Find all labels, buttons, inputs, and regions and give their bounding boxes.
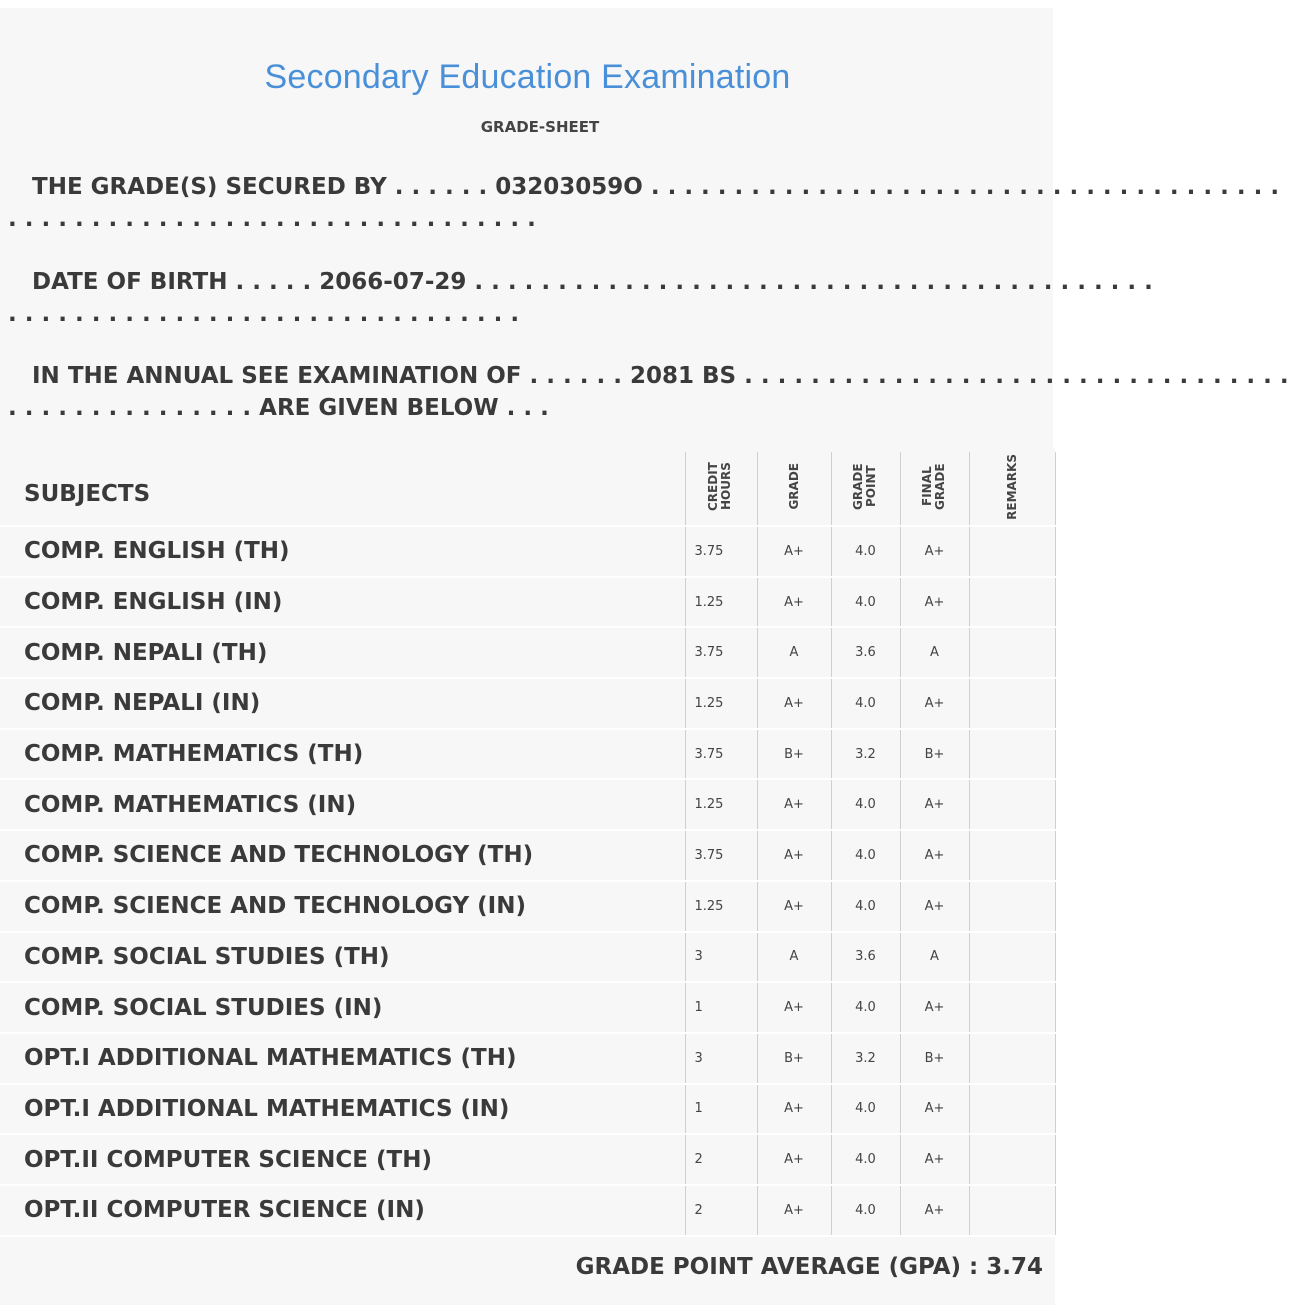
grade-cell: A+ <box>757 779 831 830</box>
final-grade-cell: B+ <box>900 729 969 780</box>
table-row <box>0 627 1055 678</box>
remarks-cell <box>969 678 1055 729</box>
credit-hours-cell: 3 <box>685 1033 757 1084</box>
subject-name: COMP. SOCIAL STUDIES (IN) <box>0 982 685 1033</box>
grade-cell: A+ <box>757 577 831 628</box>
table-row <box>0 1134 1055 1185</box>
exam-year: 2081 BS <box>629 363 737 389</box>
credit-hours-cell: 3.75 <box>685 729 757 780</box>
final-grade-cell: B+ <box>900 1033 969 1084</box>
table-row <box>0 881 1055 932</box>
subject-name: COMP. ENGLISH (IN) <box>0 577 685 628</box>
grade-point-cell: 3.2 <box>831 729 900 780</box>
grade-cell: A <box>757 627 831 678</box>
grade-point-cell: 4.0 <box>831 881 900 932</box>
grade-cell: A+ <box>757 1185 831 1236</box>
grade-cell: A+ <box>757 830 831 881</box>
dob-line <box>32 266 1153 298</box>
grade-cell: A+ <box>757 1084 831 1135</box>
grade-cell: A+ <box>757 881 831 932</box>
remarks-cell <box>969 627 1055 678</box>
grade-point-cell: 4.0 <box>831 526 900 577</box>
subject-name: COMP. SOCIAL STUDIES (TH) <box>0 932 685 983</box>
remarks-header-text: REMARKS <box>1004 453 1019 520</box>
table-header-row <box>0 452 1055 526</box>
grade-point-cell: 4.0 <box>831 577 900 628</box>
credit-hours-cell: 1 <box>685 1084 757 1135</box>
grade-point-cell: 3.6 <box>831 627 900 678</box>
grade-point-cell: 4.0 <box>831 1084 900 1135</box>
credit-hours-cell: 1.25 <box>685 779 757 830</box>
secured-by-line <box>32 171 1280 203</box>
dot-leader: . . . . . . . . . . . . . . . . . . . . . . . . . . . . . . . . . . . . . . <box>650 174 1280 200</box>
table-row <box>0 1033 1055 1084</box>
credit-hours-cell: 1.25 <box>685 678 757 729</box>
credit-hours-cell: 2 <box>685 1185 757 1236</box>
credit-hours-cell: 3 <box>685 932 757 983</box>
subject-name: OPT.I ADDITIONAL MATHEMATICS (TH) <box>0 1033 685 1084</box>
subject-name: COMP. SCIENCE AND TECHNOLOGY (IN) <box>0 881 685 932</box>
table-row <box>0 830 1055 881</box>
dot-leader: . . . . . . . . . . . . . . . . . . . . . . . . . . . . . . . . . . . . . . . . . <box>474 269 1153 295</box>
remarks-cell <box>969 729 1055 780</box>
secured-by-label: THE GRADE(S) SECURED BY <box>32 174 387 200</box>
final-grade-cell: A+ <box>900 1084 969 1135</box>
grade-point-cell: 3.6 <box>831 932 900 983</box>
grade-point-cell: 4.0 <box>831 678 900 729</box>
remarks-cell <box>969 1185 1055 1236</box>
final-grade-cell: A+ <box>900 526 969 577</box>
student-info-block <box>0 8 1289 448</box>
remarks-cell <box>969 932 1055 983</box>
remarks-cell <box>969 1033 1055 1084</box>
grade-header <box>757 452 831 526</box>
dot-leader: . . . . . . . . . . . . . . . . . . . . . . . . . . . . . . . . . <box>744 363 1289 389</box>
exam-line-continued <box>8 392 1038 424</box>
dob-label: DATE OF BIRTH <box>32 269 228 295</box>
page-subtitle: GRADE-SHEET <box>480 118 600 136</box>
grade-point-cell: 4.0 <box>831 830 900 881</box>
table-row <box>0 577 1055 628</box>
table-row <box>0 678 1055 729</box>
table-row <box>0 1084 1055 1135</box>
credit-hours-cell: 1.25 <box>685 577 757 628</box>
grade-cell: B+ <box>757 729 831 780</box>
dot-leader-line: . . . . . . . . . . . . . . . . . . . . . . . . . . . . . . . <box>8 301 520 327</box>
subject-name: COMP. SCIENCE AND TECHNOLOGY (TH) <box>0 830 685 881</box>
grade-point-header-text: GRADE POINT <box>850 463 878 510</box>
grade-point-cell: 3.2 <box>831 1033 900 1084</box>
table-row <box>0 932 1055 983</box>
subject-name: COMP. MATHEMATICS (IN) <box>0 779 685 830</box>
grade-cell: A+ <box>757 678 831 729</box>
credit-hours-cell: 2 <box>685 1134 757 1185</box>
grade-point-header <box>831 452 900 526</box>
table-row <box>0 1185 1055 1236</box>
subject-name: COMP. NEPALI (TH) <box>0 627 685 678</box>
grade-header-text: GRADE <box>786 463 801 510</box>
credit-hours-cell: 1.25 <box>685 881 757 932</box>
exam-line <box>32 360 1289 392</box>
table-row <box>0 982 1055 1033</box>
final-grade-cell: A+ <box>900 779 969 830</box>
final-grade-cell: A+ <box>900 577 969 628</box>
gpa-summary: GRADE POINT AVERAGE (GPA) : 3.74 <box>575 1254 1043 1280</box>
grade-point-cell: 4.0 <box>831 1134 900 1185</box>
given-below-text: ARE GIVEN BELOW . . . <box>259 395 549 421</box>
credit-hours-header-text: CREDIT HOURS <box>706 462 733 511</box>
exam-label: IN THE ANNUAL SEE EXAMINATION OF <box>32 363 522 389</box>
subject-name: OPT.II COMPUTER SCIENCE (TH) <box>0 1134 685 1185</box>
final-grade-cell: A <box>900 627 969 678</box>
final-grade-header-text: FINAL GRADE <box>919 463 947 510</box>
dot-leader: . . . . . . . . . . . . . . . <box>8 395 260 421</box>
dot-leader-line: . . . . . . . . . . . . . . . . . . . . . . . . . . . . . . . . <box>8 206 536 232</box>
subjects-header: SUBJECTS <box>0 452 685 526</box>
remarks-header <box>969 452 1055 526</box>
subject-name: COMP. NEPALI (IN) <box>0 678 685 729</box>
final-grade-cell: A+ <box>900 881 969 932</box>
remarks-cell <box>969 830 1055 881</box>
subject-name: COMP. ENGLISH (TH) <box>0 526 685 577</box>
final-grade-cell: A+ <box>900 830 969 881</box>
grade-point-cell: 4.0 <box>831 1185 900 1236</box>
dot-leader: . . . . . . <box>529 363 630 389</box>
table-row <box>0 779 1055 830</box>
final-grade-cell: A+ <box>900 678 969 729</box>
final-grade-cell: A+ <box>900 1134 969 1185</box>
grade-cell: A+ <box>757 1134 831 1185</box>
remarks-cell <box>969 982 1055 1033</box>
remarks-cell <box>969 526 1055 577</box>
grades-table <box>0 452 1056 1237</box>
remarks-cell <box>969 1084 1055 1135</box>
credit-hours-cell: 1 <box>685 982 757 1033</box>
remarks-cell <box>969 577 1055 628</box>
table-row <box>0 526 1055 577</box>
grades-table-body <box>0 526 1055 1236</box>
dob-value: 2066-07-29 <box>319 269 467 295</box>
remarks-cell <box>969 779 1055 830</box>
grade-cell: A+ <box>757 526 831 577</box>
grade-cell: A <box>757 932 831 983</box>
dot-leader: . . . . . . <box>394 174 496 200</box>
final-grade-header <box>900 452 969 526</box>
final-grade-cell: A+ <box>900 1185 969 1236</box>
grade-cell: A+ <box>757 982 831 1033</box>
page-title: Secondary Education Examination <box>264 58 791 96</box>
credit-hours-header <box>685 452 757 526</box>
grade-point-cell: 4.0 <box>831 779 900 830</box>
dot-leader: . . . . . <box>235 269 320 295</box>
credit-hours-cell: 3.75 <box>685 627 757 678</box>
grade-point-cell: 4.0 <box>831 982 900 1033</box>
credit-hours-cell: 3.75 <box>685 830 757 881</box>
subject-name: COMP. MATHEMATICS (TH) <box>0 729 685 780</box>
final-grade-cell: A+ <box>900 982 969 1033</box>
grade-sheet <box>0 8 1289 1305</box>
grade-cell: B+ <box>757 1033 831 1084</box>
credit-hours-cell: 3.75 <box>685 526 757 577</box>
remarks-cell <box>969 1134 1055 1185</box>
subject-name: OPT.I ADDITIONAL MATHEMATICS (IN) <box>0 1084 685 1135</box>
subject-name: OPT.II COMPUTER SCIENCE (IN) <box>0 1185 685 1236</box>
table-row <box>0 729 1055 780</box>
symbol-number: 03203059O <box>495 174 643 200</box>
final-grade-cell: A <box>900 932 969 983</box>
remarks-cell <box>969 881 1055 932</box>
